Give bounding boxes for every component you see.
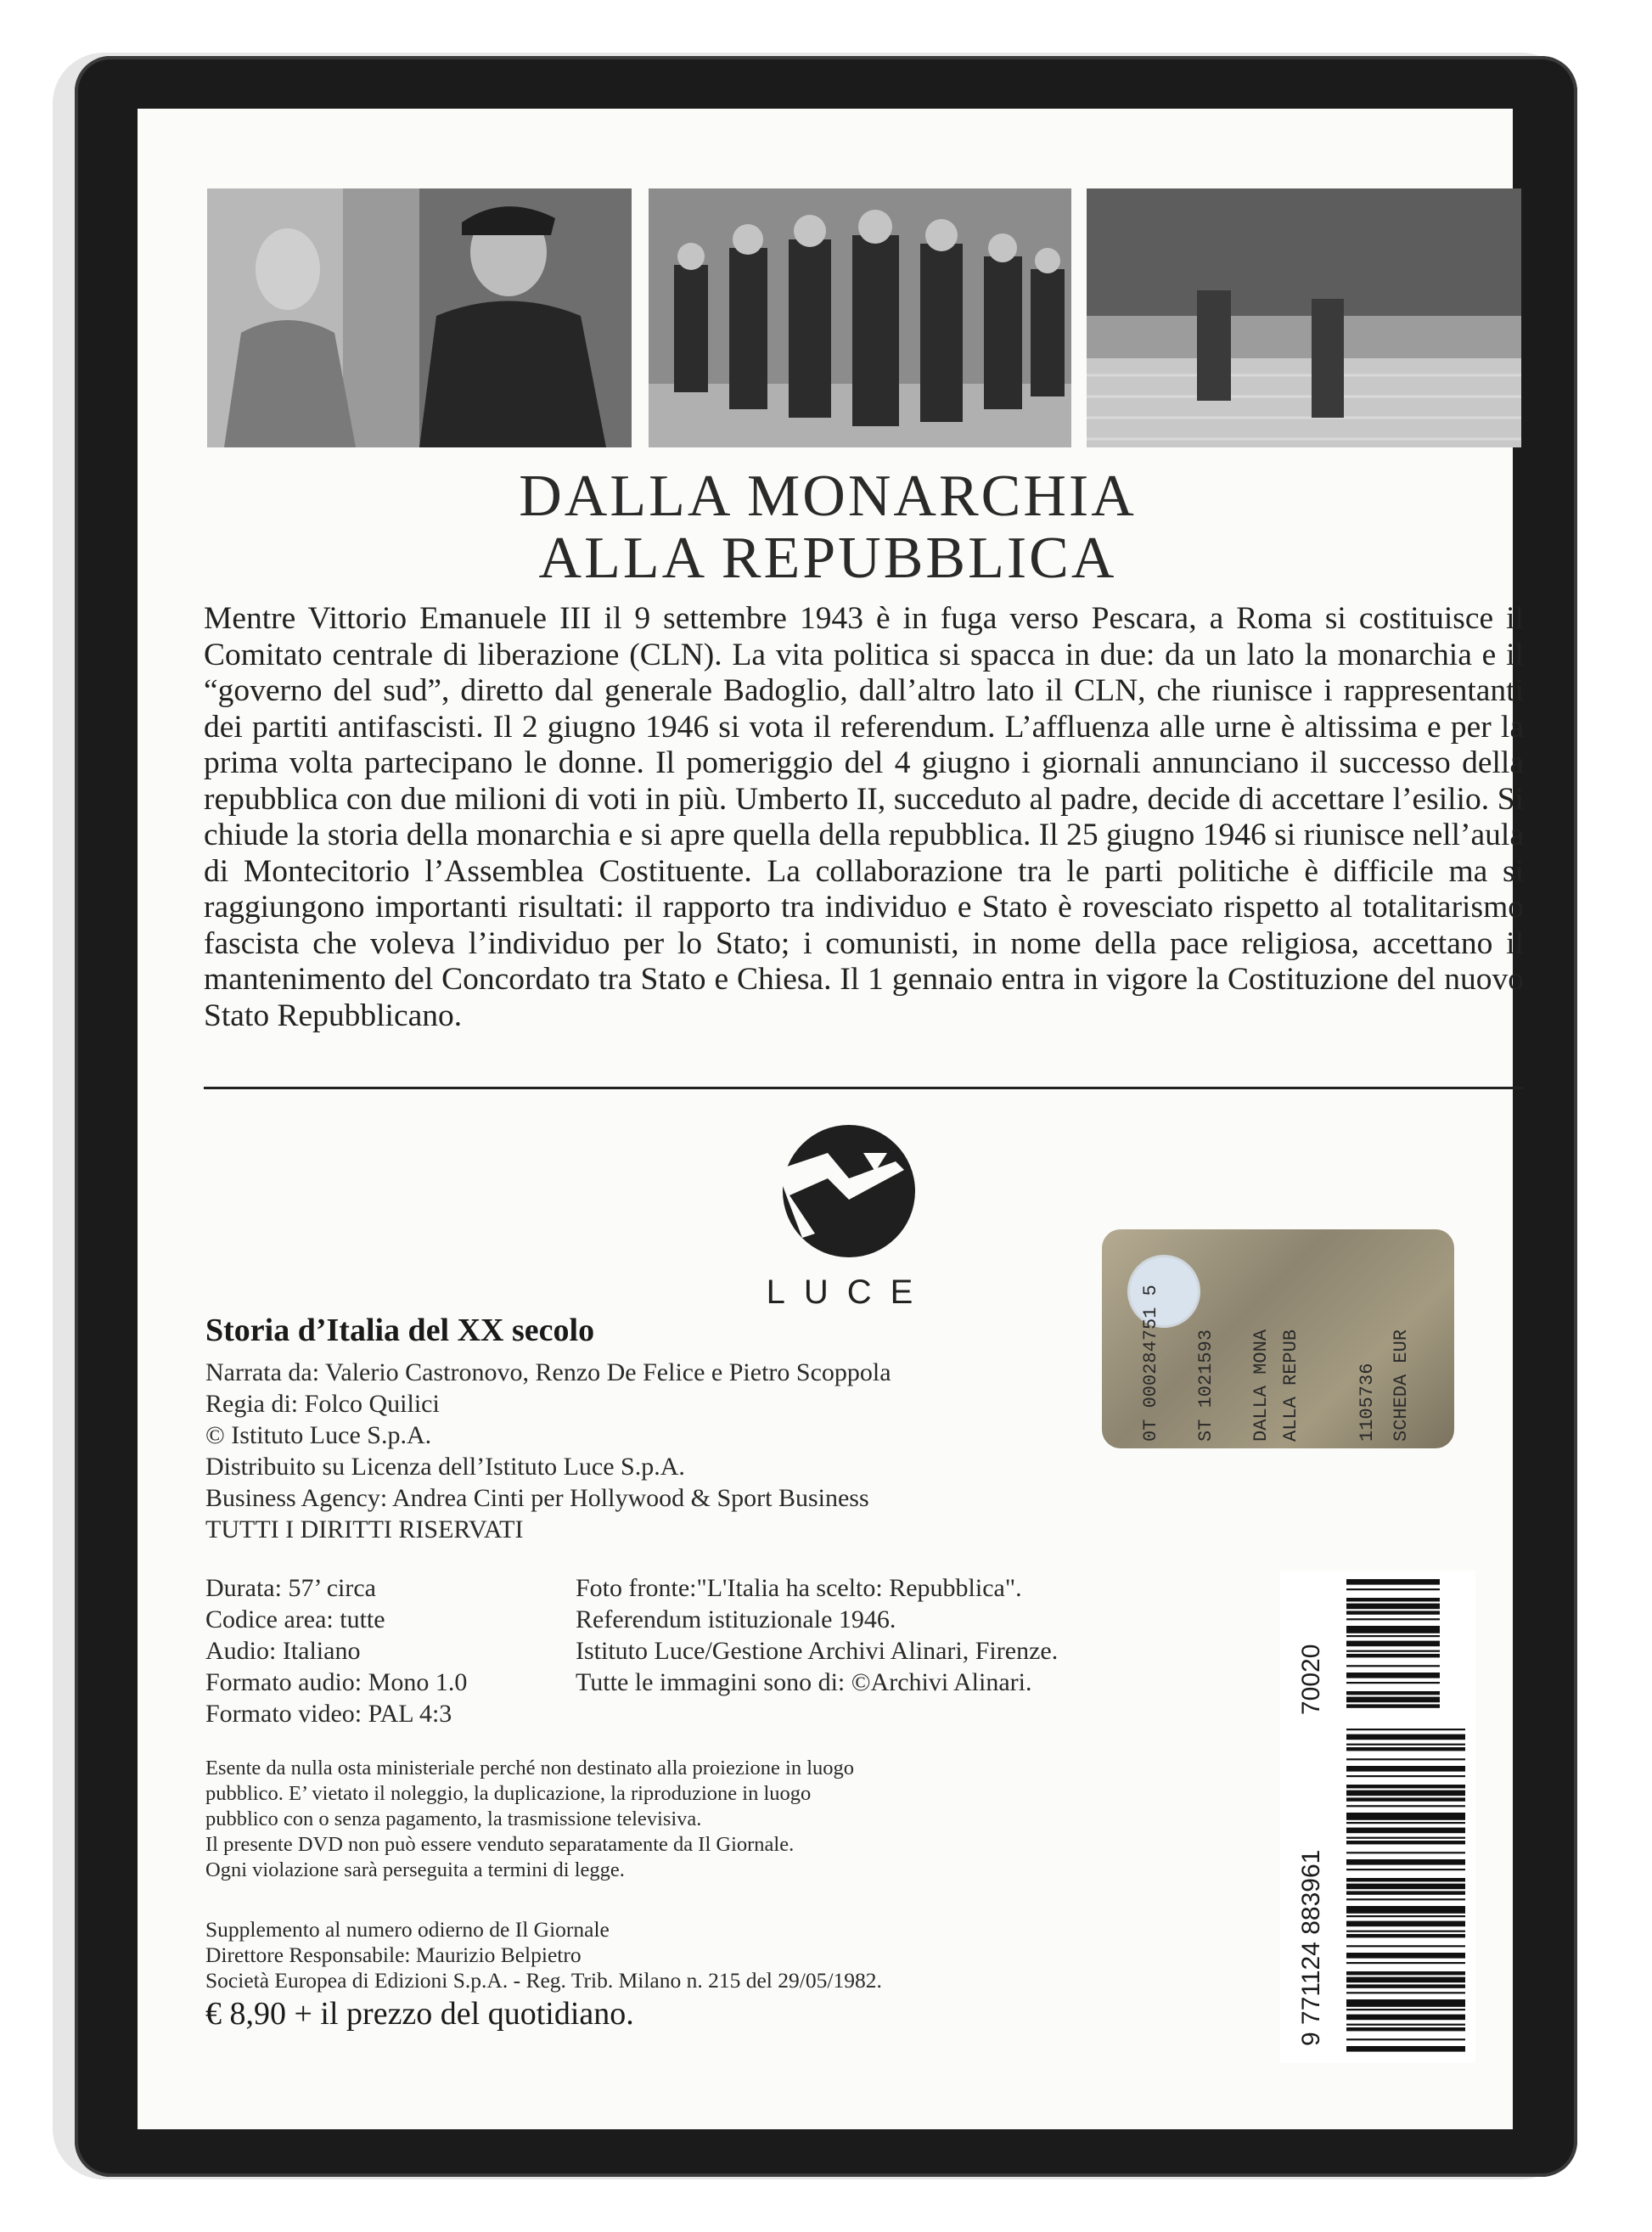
barcode-addon-digits: 70020 [1297,1644,1325,1715]
credit-cover: Foto fronte:"L'Italia ha scelto: Repubblica". [576,1574,1022,1602]
seal-text-1: 0T 000284751 5 [1140,1285,1161,1442]
luce-wordmark: LUCE [766,1273,932,1311]
seal-emblem-icon [1127,1255,1200,1328]
narrated-by: Narrata da: Valerio Castronovo, Renzo De Felice e Pietro Scoppola [205,1358,891,1386]
publisher-line: Supplemento al numero odierno de Il Giornale [205,1917,610,1942]
photo-crowd-salute [1087,188,1521,447]
seal-text-2: ST 1021593 [1195,1329,1217,1442]
photo-military-parade [649,188,1071,447]
spec-video-format: Formato video: PAL 4:3 [205,1700,452,1728]
legal-line: pubblico con o senza pagamento, la trasmissione televisiva. [205,1808,702,1830]
technical-specs [205,1572,467,1729]
luce-logo-icon [768,1119,921,1263]
publisher-line: Società Europea di Edizioni S.p.A. - Reg. Trib. Milano n. 215 del 29/05/1982. [205,1968,882,1993]
series-title: Storia d’Italia del XX secolo [205,1313,595,1348]
rights-line: TUTTI I DIRITTI RISERVATI [205,1515,524,1543]
spec-region: Codice area: tutte [205,1605,385,1633]
seal-text-3: DALLA MONA [1250,1329,1272,1442]
license-line: Distribuito su Licenza dell’Istituto Luce S.p.A. [205,1453,685,1481]
agency-line: Business Agency: Andrea Cinti per Hollywood & Sport Business [205,1484,869,1512]
directed-by: Regia di: Folco Quilici [205,1390,440,1418]
divider-rule [204,1087,1524,1089]
production-credits [205,1357,891,1545]
siae-hologram-seal [1102,1229,1454,1448]
photo-credits [576,1572,1058,1698]
legal-line: pubblico. E’ vietato il noleggio, la duplicazione, la riproduzione in luogo [205,1782,812,1805]
legal-line: Esente da nulla osta ministeriale perché non destinato alla proiezione in luogo [205,1757,855,1779]
synopsis-text: Mentre Vittorio Emanuele III il 9 settembre 1943 è in fuga verso Pescara, a Roma si costituisce il Comitato centrale di liberazione (CLN). La vita politica si spacca in due: da un lato la monarchia e il “governo del sud”, diretto dal generale Badoglio, dall’altro lato il CLN, che riunisce i rappresentanti dei partiti antifascisti. Il 2 giugno 1946 si vota il referendum. L’affluenza alle urne è altissima e per la prima volta partecipano le donne. Il pomeriggio del 4 giugno i giornali annunciano il successo della repubblica con due milioni di voti in più. Umberto II, succeduto al padre, decide di accettare l’esilio. Si chiude la storia della monarchia e si apre quella della repubblica. Il 25 giugno 1946 si riunisce nell’aula di Montecitorio l’Assemblea Costituente. La collaborazione tra le parti politiche è difficile ma si raggiungono importanti risultati: il rapporto tra individuo e Stato è rovesciato rispetto al totalitarismo fascista che voleva l’individuo per lo Stato; i comunisti, in nome della pace religiosa, accettano il mantenimento del Concordato tra Stato e Chiesa. Il 1 gennaio entra in vigore la Costituzione del nuovo Stato Repubblicano. [204,601,1524,1033]
legal-notice [205,1756,854,1883]
credit-referendum: Referendum istituzionale 1946. [576,1605,896,1633]
legal-line: Ogni violazione sarà perseguita a termini di legge. [205,1858,625,1881]
barcode [1280,1571,1475,2063]
credit-images: Tutte le immagini sono di: ©Archivi Alinari. [576,1668,1032,1696]
spec-duration: Durata: 57’ circa [205,1574,376,1602]
publisher-info [205,1917,882,1993]
spec-audio: Audio: Italiano [205,1637,361,1665]
seal-text-4: ALLA REPUB [1280,1329,1301,1442]
seal-text-6: SCHEDA EUR [1391,1329,1412,1442]
barcode-main-digits: 9 771124 883961 [1297,1849,1325,2046]
barcode-bars-icon [1346,1579,1465,2055]
spec-audio-format: Formato audio: Mono 1.0 [205,1668,468,1696]
credit-archive: Istituto Luce/Gestione Archivi Alinari, Firenze. [576,1637,1059,1665]
copyright-line: © Istituto Luce S.p.A. [205,1421,432,1449]
legal-line: Il presente DVD non può essere venduto separatamente da Il Giornale. [205,1833,795,1856]
publisher-line: Direttore Responsabile: Maurizio Belpietro [205,1942,582,1967]
title-line-1: DALLA MONARCHIA [519,464,1137,529]
price-label: € 8,90 + il prezzo del quotidiano. [205,1996,634,2032]
photo-mussolini-hitler [207,188,632,447]
seal-text-5: 1105736 [1357,1363,1378,1442]
title-line-2: ALLA REPUBBLICA [538,526,1117,591]
